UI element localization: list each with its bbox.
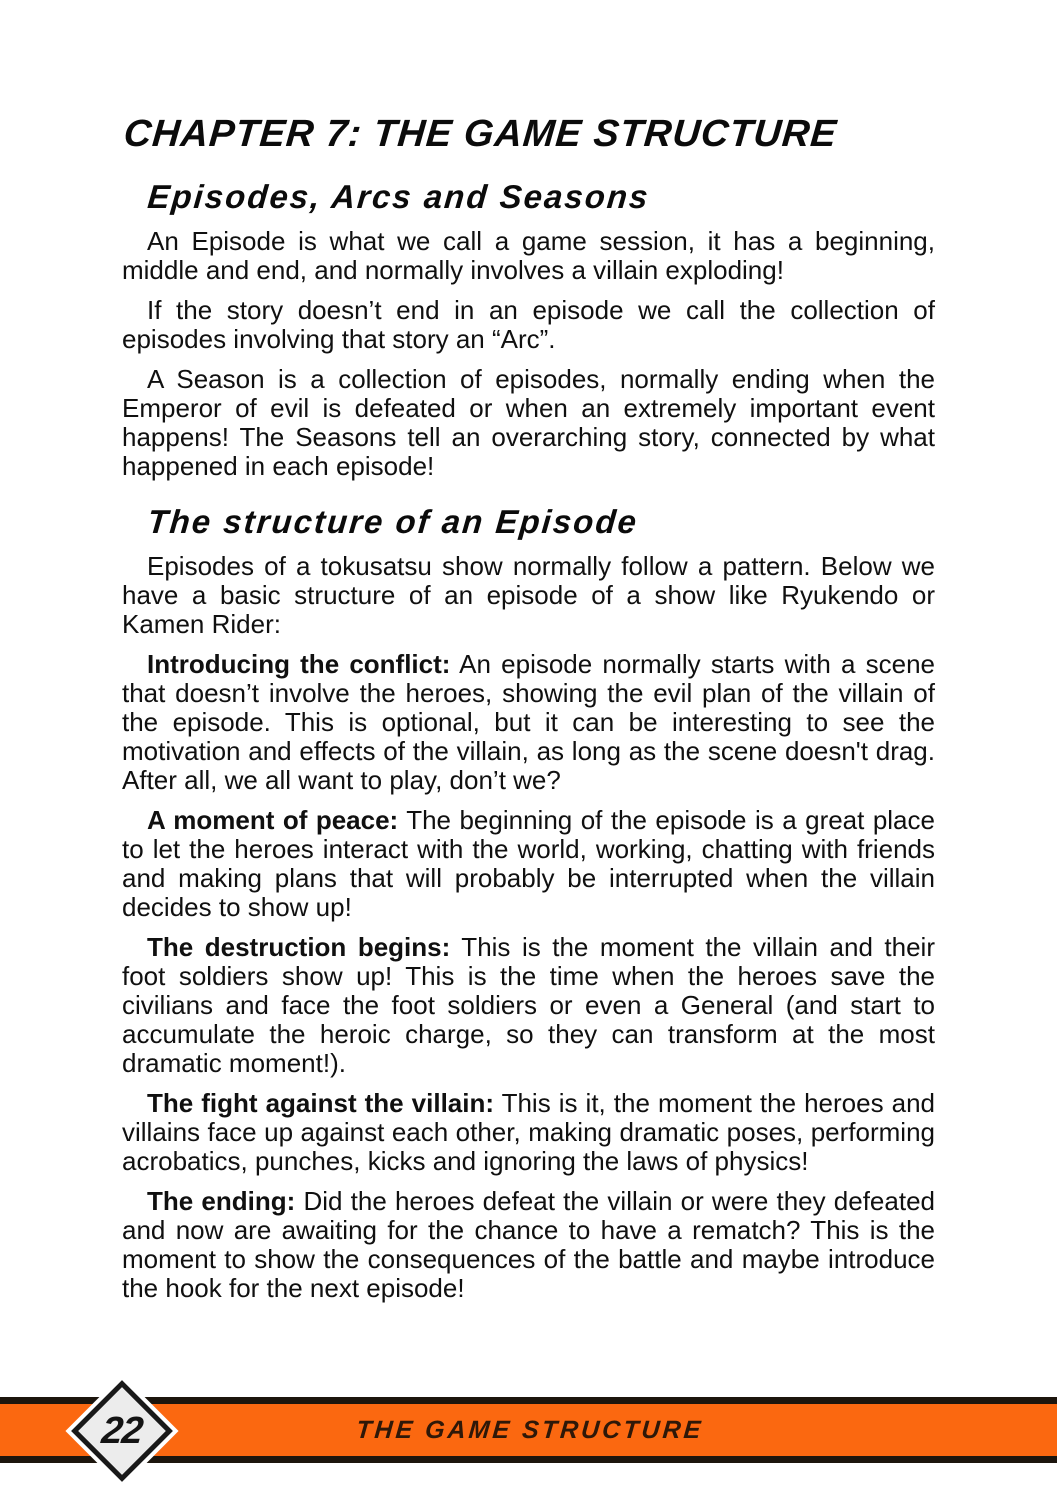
chapter-title-text: CHAPTER 7: THE GAME STRUCTURE bbox=[122, 113, 839, 155]
section-episode-structure bbox=[122, 503, 935, 1303]
paragraph-episode-definition bbox=[122, 227, 935, 285]
paragraph-a-moment-of-peace bbox=[122, 806, 935, 922]
page-content bbox=[122, 112, 935, 1303]
page-number: 22 bbox=[99, 1409, 145, 1452]
section-heading-episode-structure bbox=[146, 503, 935, 541]
paragraph-the-fight-against-the-villain bbox=[122, 1089, 935, 1176]
paragraph-text: If the story doesn’t end in an episode we call the collection of episodes involving that story an “Arc”. bbox=[122, 295, 935, 354]
section-heading-text: Episodes, Arcs and Seasons bbox=[146, 178, 652, 215]
paragraph-the-destruction-begins bbox=[122, 933, 935, 1078]
paragraph-arc-definition bbox=[122, 296, 935, 354]
paragraph-lead: The ending: bbox=[147, 1186, 296, 1216]
paragraph-lead: Introducing the conflict: bbox=[147, 649, 451, 679]
paragraph-text: Episodes of a tokusatsu show normally follow a pattern. Below we have a basic structure of an episode of a show like Ryukendo or Kamen Rider: bbox=[122, 551, 935, 639]
paragraph-text: Did the heroes defeat the villain or were they defeated and now are awaiting for the chance to have a rematch? This is the moment to show the consequences of the battle and maybe introduce the hook for the next episode! bbox=[122, 1186, 935, 1303]
paragraph-text: An episode normally starts with a scene that doesn’t involve the heroes, showing the evil plan of the villain of the episode. This is optional, but it can be interesting to see the motivation and effects of the villain, as long as the scene doesn't drag. After all, we all want to play, don’t we? bbox=[122, 649, 935, 795]
section-heading-episodes-arcs-seasons bbox=[146, 178, 935, 216]
section-episodes-arcs-seasons bbox=[122, 178, 935, 481]
paragraph-the-ending bbox=[122, 1187, 935, 1303]
paragraph-introducing-the-conflict bbox=[122, 650, 935, 795]
paragraph-pattern-intro bbox=[122, 552, 935, 639]
paragraph-text: The beginning of the episode is a great place to let the heroes interact with the world, working, chatting with friends and making plans that will probably be interrupted when the villain decides to show up! bbox=[122, 805, 935, 922]
section-heading-text: The structure of an Episode bbox=[146, 503, 640, 540]
paragraph-season-definition bbox=[122, 365, 935, 481]
paragraph-text: A Season is a collection of episodes, normally ending when the Emperor of evil is defeated or when an extremely important event happens! The Seasons tell an overarching story, connected by what happened in each episode! bbox=[122, 364, 935, 481]
paragraph-lead: The destruction begins: bbox=[147, 932, 451, 962]
page-number-badge bbox=[71, 1380, 173, 1482]
paragraph-text: This is it, the moment the heroes and villains face up against each other, making dramatic poses, performing acrobatics, punches, kicks and ignoring the laws of physics! bbox=[122, 1088, 935, 1176]
chapter-title bbox=[122, 112, 935, 156]
paragraph-lead: A moment of peace: bbox=[147, 805, 399, 835]
footer-title-text: THE GAME STRUCTURE bbox=[355, 1415, 705, 1444]
paragraph-lead: The fight against the villain: bbox=[147, 1088, 495, 1118]
paragraph-text: This is the moment the villain and their foot soldiers show up! This is the time when the heroes save the civilians and face the foot soldiers or even a General (and start to accumulate the heroic charge, so they can transform at the most dramatic moment!). bbox=[122, 932, 935, 1078]
paragraph-text: An Episode is what we call a game session, it has a beginning, middle and end, and normally involves a villain exploding! bbox=[122, 226, 935, 285]
